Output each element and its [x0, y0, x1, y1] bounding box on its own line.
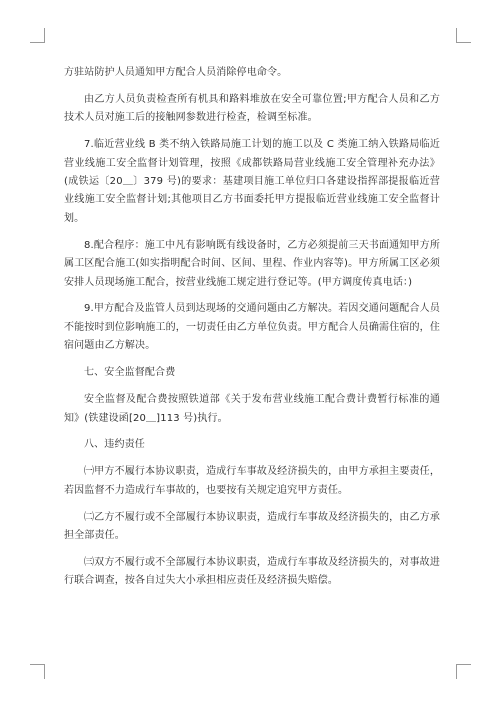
paragraph-liability-1: ㈠甲方不履行本协议职责，造成行车事故及经济损失的，由甲方承担主要责任，若因监督不力造成行车事故的，也要按有关规定追究甲方责任。: [64, 466, 440, 496]
paragraph-item-7: 7.临近营业线 B 类不纳入铁路局施工计划的施工以及 C 类施工纳入铁路局临近营业线施工安全监督计划管理，按照《成都铁路局营业线施工安全管理补充办法》(成铁运〔20＿〕379 号)的要求：基建项目施工单位归口各建设指挥部提报临近营业线施工安全监督计划;其他项目乙方书面委托甲方提报临近营业线施工安全监督计划。: [64, 139, 440, 224]
crop-mark-bottom-right: [456, 664, 471, 679]
paragraph-continuation: 方驻站防护人员通知甲方配合人员消除停电命令。: [64, 67, 288, 78]
document-body: [64, 64, 440, 599]
paragraph-liability-3: ㈢双方不履行或不全部履行本协议职责，造成行车事故及经济损失的，对事故进行联合调查，按各自过失大小承担相应责任及经济损失赔偿。: [64, 556, 440, 587]
section-heading-7: 七、安全监督配合费: [84, 367, 176, 379]
paragraph-item-8: 8.配合程序：施工中凡有影响既有线设备时，乙方必须提前三天书面通知甲方所属工区配合施工(如实指明配合时间、区间、里程、作业内容等)。甲方所属工区必须安排人员现场施工配合，按营业线施工规定进行登记等。(甲方调度传真电话：): [64, 239, 440, 288]
crop-mark-bottom-left: [30, 664, 45, 679]
paragraph-inspection: 由乙方人员负责检查所有机具和路料堆放在安全可靠位置;甲方配合人员和乙方技术人员对施工后的接触网参数进行检查，检调至标准。: [64, 93, 440, 124]
crop-mark-top-left: [30, 28, 45, 43]
crop-mark-top-right: [456, 28, 471, 43]
section-heading-8: 八、违约责任: [84, 439, 145, 451]
paragraph-fee: 安全监督及配合费按照铁道部《关于发布营业线施工配合费计费暂行标准的通知》(铁建设函[20＿]113 号)执行。: [64, 394, 440, 424]
paragraph-liability-2: ㈡乙方不履行或不全部履行本协议职责，造成行车事故及经济损失的，由乙方承担全部责任。: [64, 511, 440, 542]
paragraph-item-9: 9.甲方配合及监管人员到达现场的交通问题由乙方解决。若因交通问题配合人员不能按时到位影响施工的，一切责任由乙方单位负责。甲方配合人员确需住宿的，住宿问题由乙方解决。: [64, 303, 440, 352]
